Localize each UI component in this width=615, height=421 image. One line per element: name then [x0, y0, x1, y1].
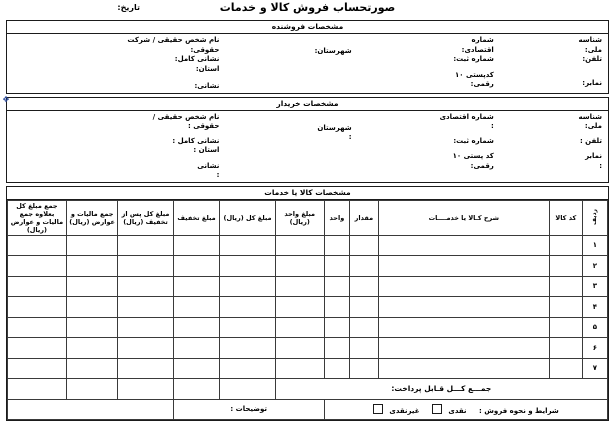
row-number-cell: ۴	[582, 297, 607, 318]
cell-quantity[interactable]	[350, 276, 379, 297]
cash-label: نقدی	[448, 407, 466, 415]
column-header-row-number	[582, 200, 607, 235]
row-number-cell: ۷	[582, 358, 607, 379]
seller-city-label: شهرستان:	[223, 47, 351, 57]
column-header-total-amount: مبلغ کل (ریال)	[220, 200, 275, 235]
seller-legal-label: حقوقی:	[7, 46, 219, 56]
cell-unit[interactable]	[324, 276, 349, 297]
seller-postal-label: کدپستی ۱۰	[356, 71, 494, 81]
cell-quantity[interactable]	[350, 338, 379, 359]
seller-number-label: شماره	[356, 36, 494, 46]
seller-phone-label: تلفن:	[500, 55, 602, 65]
goods-table-body	[8, 235, 608, 420]
buyer-address-full-label: نشانی کامل :	[7, 137, 219, 147]
row-number-cell: ۲	[582, 256, 607, 277]
seller-economic-label: اقتصادی:	[356, 46, 494, 56]
row-number-cell: ۶	[582, 338, 607, 359]
cell-total-after-discount[interactable]	[118, 297, 173, 318]
cell-discount[interactable]	[173, 256, 220, 277]
goods-section-band: مشخصات کالا یا خدمات	[7, 187, 608, 200]
cell-tax-and-duties[interactable]	[66, 276, 118, 297]
table-row	[8, 317, 608, 338]
buyer-reg-number-label: شماره ثبت:	[356, 137, 494, 147]
column-header-total-after-discount: مبلغ کل پس از تخفیف (ریال)	[118, 200, 173, 235]
column-header-product-code: کد کالا	[549, 200, 582, 235]
cell-quantity[interactable]	[350, 235, 379, 256]
cell-grand-total[interactable]	[8, 297, 67, 318]
cell-product-code[interactable]	[549, 358, 582, 379]
seller-identity-column	[500, 36, 608, 92]
column-header-grand-total: جمع مبلغ کل بعلاوه جمع مالیات و عوارض (ریال)	[8, 200, 67, 235]
seller-address-label: نشانی:	[7, 82, 219, 92]
column-header-description: شرح کـالا یا خدمــــات	[378, 200, 549, 235]
goods-table	[7, 200, 608, 421]
cell-product-code[interactable]	[549, 317, 582, 338]
cell-total-after-discount[interactable]	[118, 317, 173, 338]
cell-total-amount[interactable]	[220, 338, 275, 359]
page-title: صورتحساب فروش کالا و خدمات	[0, 1, 615, 14]
seller-address-full-label: نشانی کامل:	[7, 55, 219, 65]
table-row	[8, 297, 608, 318]
buyer-number-label: شماره اقتصادی	[356, 113, 494, 123]
seller-reg-number-label: شماره ثبت:	[356, 55, 494, 65]
cell-product-code[interactable]	[549, 276, 582, 297]
buyer-city-label-2: :	[223, 133, 351, 143]
cell-total-after-discount[interactable]	[118, 338, 173, 359]
cell-product-code[interactable]	[549, 338, 582, 359]
cell-unit-price[interactable]	[275, 297, 324, 318]
cell-total-after-discount[interactable]	[118, 276, 173, 297]
cell-description[interactable]	[378, 276, 549, 297]
buyer-section-band: مشخصات خریدار	[7, 98, 608, 111]
seller-fax-label: نمابر:	[500, 79, 602, 89]
cell-discount[interactable]	[173, 276, 220, 297]
grand-total-cell-total-amount[interactable]	[220, 379, 275, 400]
table-row	[8, 256, 608, 277]
cell-description[interactable]	[378, 338, 549, 359]
description-label-cell: توضیحات :	[173, 399, 324, 420]
cash-option[interactable]	[432, 404, 467, 415]
description-input-cell[interactable]	[8, 399, 174, 420]
row-number-cell: ۳	[582, 276, 607, 297]
buyer-section	[6, 97, 609, 183]
cell-grand-total[interactable]	[8, 358, 67, 379]
row-number-cell: ۵	[582, 317, 607, 338]
cell-unit[interactable]	[324, 358, 349, 379]
cell-description[interactable]	[378, 358, 549, 379]
cell-total-amount[interactable]	[220, 256, 275, 277]
cell-discount[interactable]	[173, 358, 220, 379]
cell-description[interactable]	[378, 317, 549, 338]
buyer-province-label: استان :	[7, 146, 219, 156]
credit-label: غیرنقدی	[389, 407, 419, 415]
cell-description[interactable]	[378, 297, 549, 318]
sales-terms-cell	[324, 399, 607, 420]
cell-tax-and-duties[interactable]	[66, 338, 118, 359]
cell-discount[interactable]	[173, 338, 220, 359]
buyer-number-label-2: :	[356, 122, 494, 132]
seller-name-column	[7, 36, 223, 92]
seller-name-label: نام شخص حقیقی / شرکت	[7, 36, 219, 46]
seller-national-id-label: شناسه	[500, 36, 602, 46]
date-label: تاریخ:	[117, 3, 140, 12]
cell-product-code[interactable]	[549, 297, 582, 318]
cell-total-amount[interactable]	[220, 235, 275, 256]
cell-total-amount[interactable]	[220, 297, 275, 318]
cell-unit[interactable]	[324, 317, 349, 338]
buyer-address-label-2: :	[7, 171, 219, 181]
credit-option[interactable]	[373, 404, 420, 415]
column-header-tax-and-duties: جمع مالیات و عوارض (ریال)	[66, 200, 118, 235]
goods-table-header-row	[8, 200, 608, 235]
buyer-identity-column	[500, 113, 608, 181]
buyer-national-id-label: شناسه	[500, 113, 602, 123]
cell-discount[interactable]	[173, 297, 220, 318]
column-header-unit-price: مبلغ واحد (ریال)	[275, 200, 324, 235]
seller-province-label: استان:	[7, 65, 219, 75]
cell-tax-and-duties[interactable]	[66, 256, 118, 277]
cell-total-after-discount[interactable]	[118, 235, 173, 256]
cell-total-amount[interactable]	[220, 276, 275, 297]
buyer-name-column	[7, 113, 223, 181]
cell-unit-price[interactable]	[275, 338, 324, 359]
buyer-city-column	[223, 113, 355, 181]
goods-section	[6, 186, 609, 421]
cell-quantity[interactable]	[350, 256, 379, 277]
page-header	[0, 0, 615, 20]
cell-product-code[interactable]	[549, 256, 582, 277]
column-header-unit: واحد	[324, 200, 349, 235]
buyer-fax-label: نمابر	[500, 152, 602, 162]
seller-number-column	[356, 36, 500, 92]
cell-unit-price[interactable]	[275, 235, 324, 256]
table-row	[8, 235, 608, 256]
cell-quantity[interactable]	[350, 297, 379, 318]
grand-total-cell-final[interactable]	[8, 379, 67, 400]
cell-grand-total[interactable]	[8, 256, 67, 277]
buyer-address-label: نشانی	[7, 162, 219, 172]
table-row	[8, 276, 608, 297]
cell-unit-price[interactable]	[275, 317, 324, 338]
seller-section	[6, 20, 609, 94]
cell-unit[interactable]	[324, 235, 349, 256]
buyer-postal-label: کد پستی ۱۰	[356, 152, 494, 162]
cell-unit-price[interactable]	[275, 256, 324, 277]
table-row	[8, 358, 608, 379]
cell-description[interactable]	[378, 235, 549, 256]
cell-grand-total[interactable]	[8, 338, 67, 359]
cell-tax-and-duties[interactable]	[66, 297, 118, 318]
buyer-name-label: نام شخص حقیقی /	[7, 113, 219, 123]
buyer-postal-label-2: رقمی:	[356, 162, 494, 172]
cell-discount[interactable]	[173, 235, 220, 256]
cell-description[interactable]	[378, 256, 549, 277]
cell-quantity[interactable]	[350, 317, 379, 338]
sales-terms-label: شرایط و نحوه فروش :	[479, 407, 559, 415]
column-header-discount: مبلغ تخفیف	[173, 200, 220, 235]
cell-grand-total[interactable]	[8, 235, 67, 256]
cell-grand-total[interactable]	[8, 317, 67, 338]
buyer-fax-label-2: :	[500, 162, 602, 172]
footer-row	[8, 399, 608, 420]
seller-national-id-label-2: ملی:	[500, 46, 602, 56]
buyer-city-label: شهرستان	[223, 124, 351, 134]
move-handle-icon[interactable]: ✥	[2, 96, 10, 104]
buyer-national-id-label-2: ملی:	[500, 122, 602, 132]
buyer-fields	[7, 111, 608, 182]
cell-total-amount[interactable]	[220, 358, 275, 379]
buyer-legal-label: حقوقی :	[7, 122, 219, 132]
cell-tax-and-duties[interactable]	[66, 317, 118, 338]
cell-grand-total[interactable]	[8, 276, 67, 297]
buyer-phone-label: تلفن :	[500, 137, 602, 147]
cell-unit[interactable]	[324, 338, 349, 359]
cell-unit[interactable]	[324, 256, 349, 277]
cell-discount[interactable]	[173, 317, 220, 338]
cell-unit-price[interactable]	[275, 276, 324, 297]
grand-total-cell-tax[interactable]	[66, 379, 118, 400]
row-number-cell: ۱	[582, 235, 607, 256]
grand-total-cell-discount[interactable]	[173, 379, 220, 400]
grand-total-label: جمـــع کـــل قـابل پرداخت:	[275, 379, 607, 400]
seller-fields	[7, 34, 608, 93]
cell-total-amount[interactable]	[220, 317, 275, 338]
cell-unit[interactable]	[324, 297, 349, 318]
cell-product-code[interactable]	[549, 235, 582, 256]
cell-quantity[interactable]	[350, 358, 379, 379]
grand-total-row	[8, 379, 608, 400]
cell-total-after-discount[interactable]	[118, 358, 173, 379]
cell-tax-and-duties[interactable]	[66, 358, 118, 379]
buyer-number-column	[356, 113, 500, 181]
cell-total-after-discount[interactable]	[118, 256, 173, 277]
cell-tax-and-duties[interactable]	[66, 235, 118, 256]
grand-total-cell-after-discount[interactable]	[118, 379, 173, 400]
column-header-row-number-text: ردیف	[591, 209, 598, 225]
column-header-quantity: مقدار	[350, 200, 379, 235]
seller-city-column	[223, 36, 355, 92]
seller-section-band: مشخصات فروشنده	[7, 21, 608, 34]
table-row	[8, 338, 608, 359]
cell-unit-price[interactable]	[275, 358, 324, 379]
seller-postal-label-2: رقمی:	[356, 80, 494, 90]
